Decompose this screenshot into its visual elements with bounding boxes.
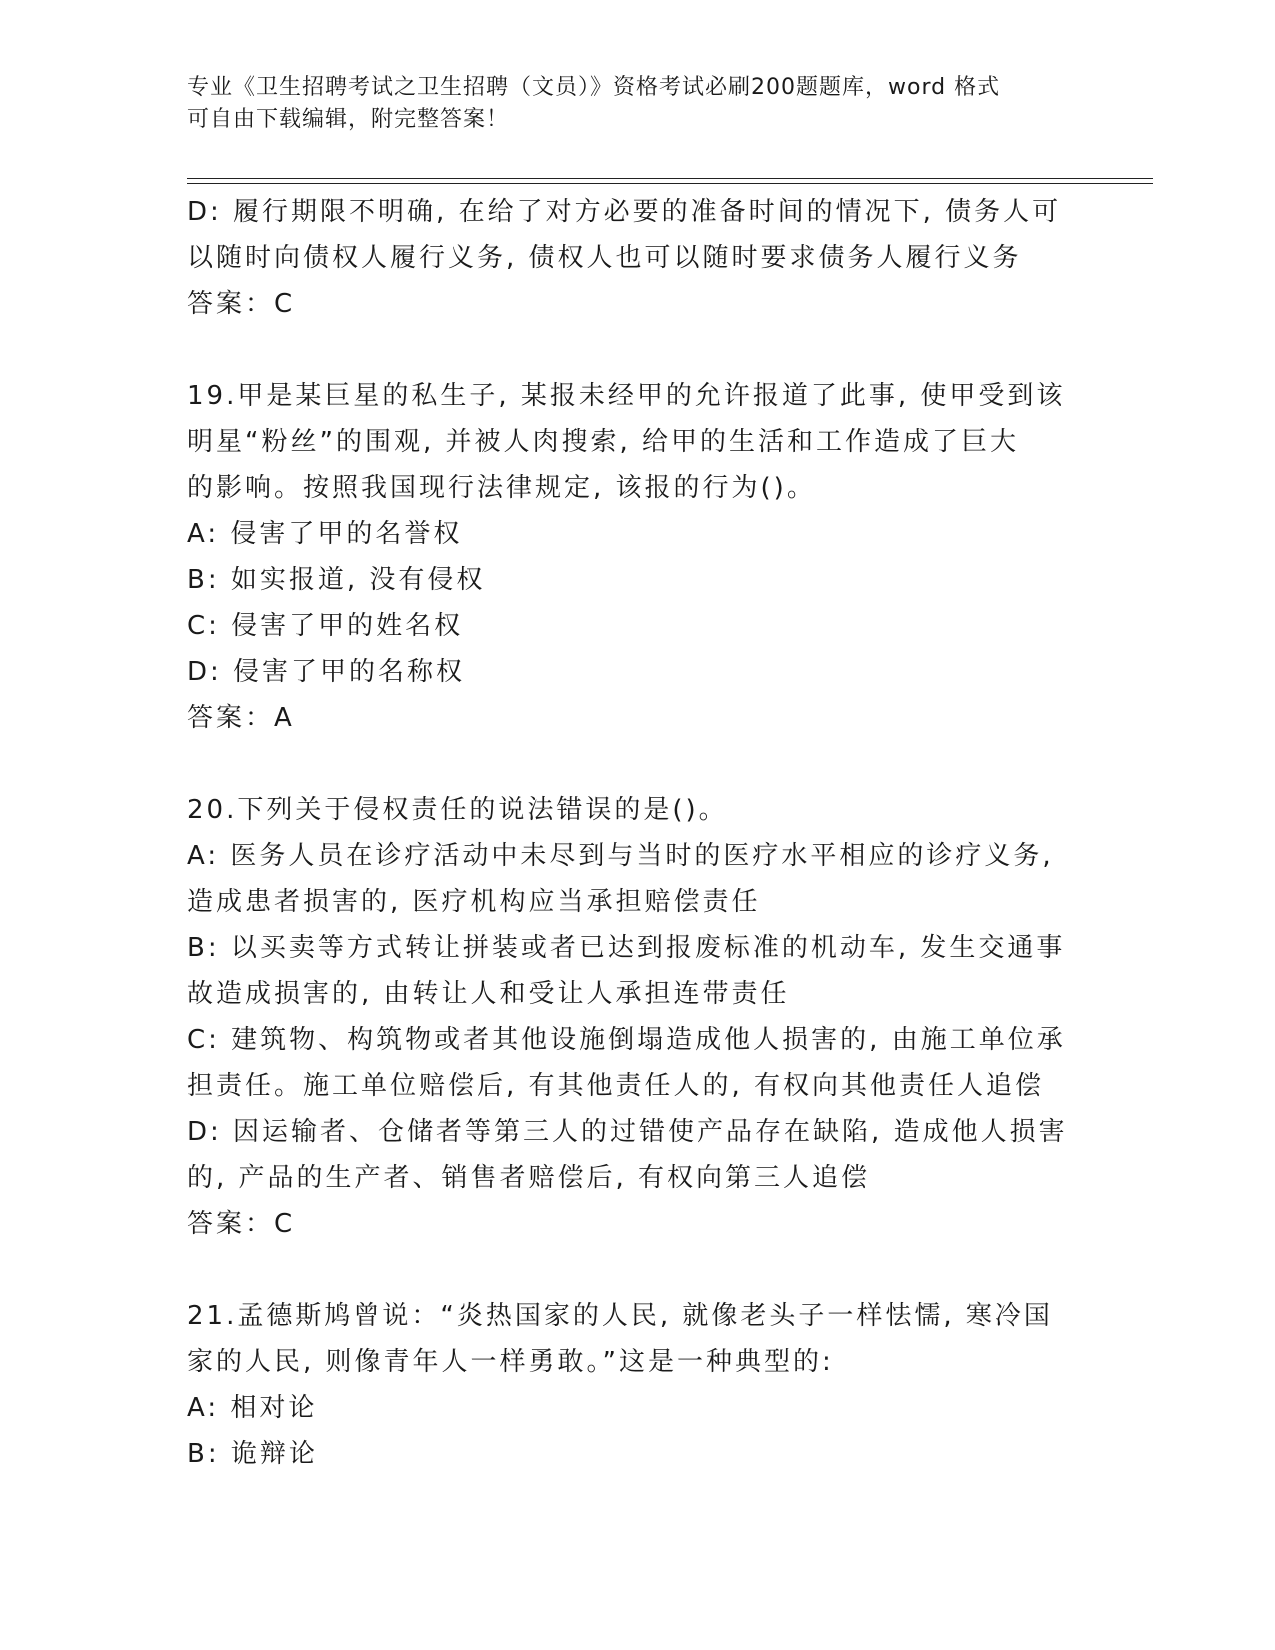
question-20-stem: 20.下列关于侵权责任的说法错误的是()。 xyxy=(187,795,728,825)
header-line-2: 可自由下载编辑，附完整答案！ xyxy=(187,107,510,132)
question-19-option-d: D: 侵害了甲的名称权 xyxy=(187,657,466,687)
question-19-option-a: A: 侵害了甲的名誉权 xyxy=(187,519,463,549)
question-21-option-a: A: 相对论 xyxy=(187,1393,318,1423)
question-21-stem-line-2: 家的人民, 则像青年人一样勇敢。”这是一种典型的: xyxy=(187,1347,834,1377)
question-20-option-c-line-1: C: 建筑物、构筑物或者其他设施倒塌造成他人损害的, 由施工单位承 xyxy=(187,1025,1066,1055)
question-19 xyxy=(187,373,1087,741)
question-20-option-b-line-2: 故造成损害的, 由转让人和受让人承担连带责任 xyxy=(187,979,790,1009)
question-19-stem-line-3: 的影响。按照我国现行法律规定, 该报的行为()。 xyxy=(187,473,816,503)
spacer xyxy=(187,1247,1087,1293)
question-19-stem-line-1: 19.甲是某巨星的私生子, 某报未经甲的允许报道了此事, 使甲受到该 xyxy=(187,381,1066,411)
question-20-option-d-line-1: D: 因运输者、仓储者等第三人的过错使产品存在缺陷, 造成他人损害 xyxy=(187,1117,1068,1147)
question-content xyxy=(187,189,1087,1477)
question-21-stem-line-1: 21.孟德斯鸠曾说：“炎热国家的人民, 就像老头子一样怯懦, 寒冷国 xyxy=(187,1301,1053,1331)
header-divider-top xyxy=(187,178,1153,179)
question-20-option-c-line-2: 担责任。施工单位赔偿后, 有其他责任人的, 有权向其他责任人追偿 xyxy=(187,1071,1045,1101)
question-21-option-b: B: 诡辩论 xyxy=(187,1439,318,1469)
option-d-line-2: 以随时向债权人履行义务, 债权人也可以随时要求债务人履行义务 xyxy=(187,243,1022,273)
question-19-option-b: B: 如实报道, 没有侵权 xyxy=(187,565,486,595)
spacer xyxy=(187,741,1087,787)
answer-19: 答案：A xyxy=(187,703,295,733)
header-line-1: 专业《卫生招聘考试之卫生招聘（文员）》资格考试必刷200题题库，word 格式 xyxy=(187,75,1001,100)
header-divider-bottom xyxy=(187,183,1153,184)
question-18-tail xyxy=(187,189,1087,327)
answer-20: 答案：C xyxy=(187,1209,296,1239)
question-20-option-a-line-1: A: 医务人员在诊疗活动中未尽到与当时的医疗水平相应的诊疗义务, xyxy=(187,841,1054,871)
answer-18: 答案：C xyxy=(187,289,296,319)
question-20-option-b-line-1: B: 以买卖等方式转让拼装或者已达到报废标准的机动车, 发生交通事 xyxy=(187,933,1066,963)
question-20 xyxy=(187,787,1087,1247)
document-header xyxy=(187,72,1067,136)
question-19-option-c: C: 侵害了甲的姓名权 xyxy=(187,611,464,641)
spacer xyxy=(187,327,1087,373)
question-20-option-a-line-2: 造成患者损害的, 医疗机构应当承担赔偿责任 xyxy=(187,887,761,917)
option-d-line-1: D: 履行期限不明确, 在给了对方必要的准备时间的情况下, 债务人可 xyxy=(187,197,1062,227)
question-21 xyxy=(187,1293,1087,1477)
question-20-option-d-line-2: 的, 产品的生产者、销售者赔偿后, 有权向第三人追偿 xyxy=(187,1163,871,1193)
question-19-stem-line-2: 明星“粉丝”的围观, 并被人肉搜索, 给甲的生活和工作造成了巨大 xyxy=(187,427,1019,457)
